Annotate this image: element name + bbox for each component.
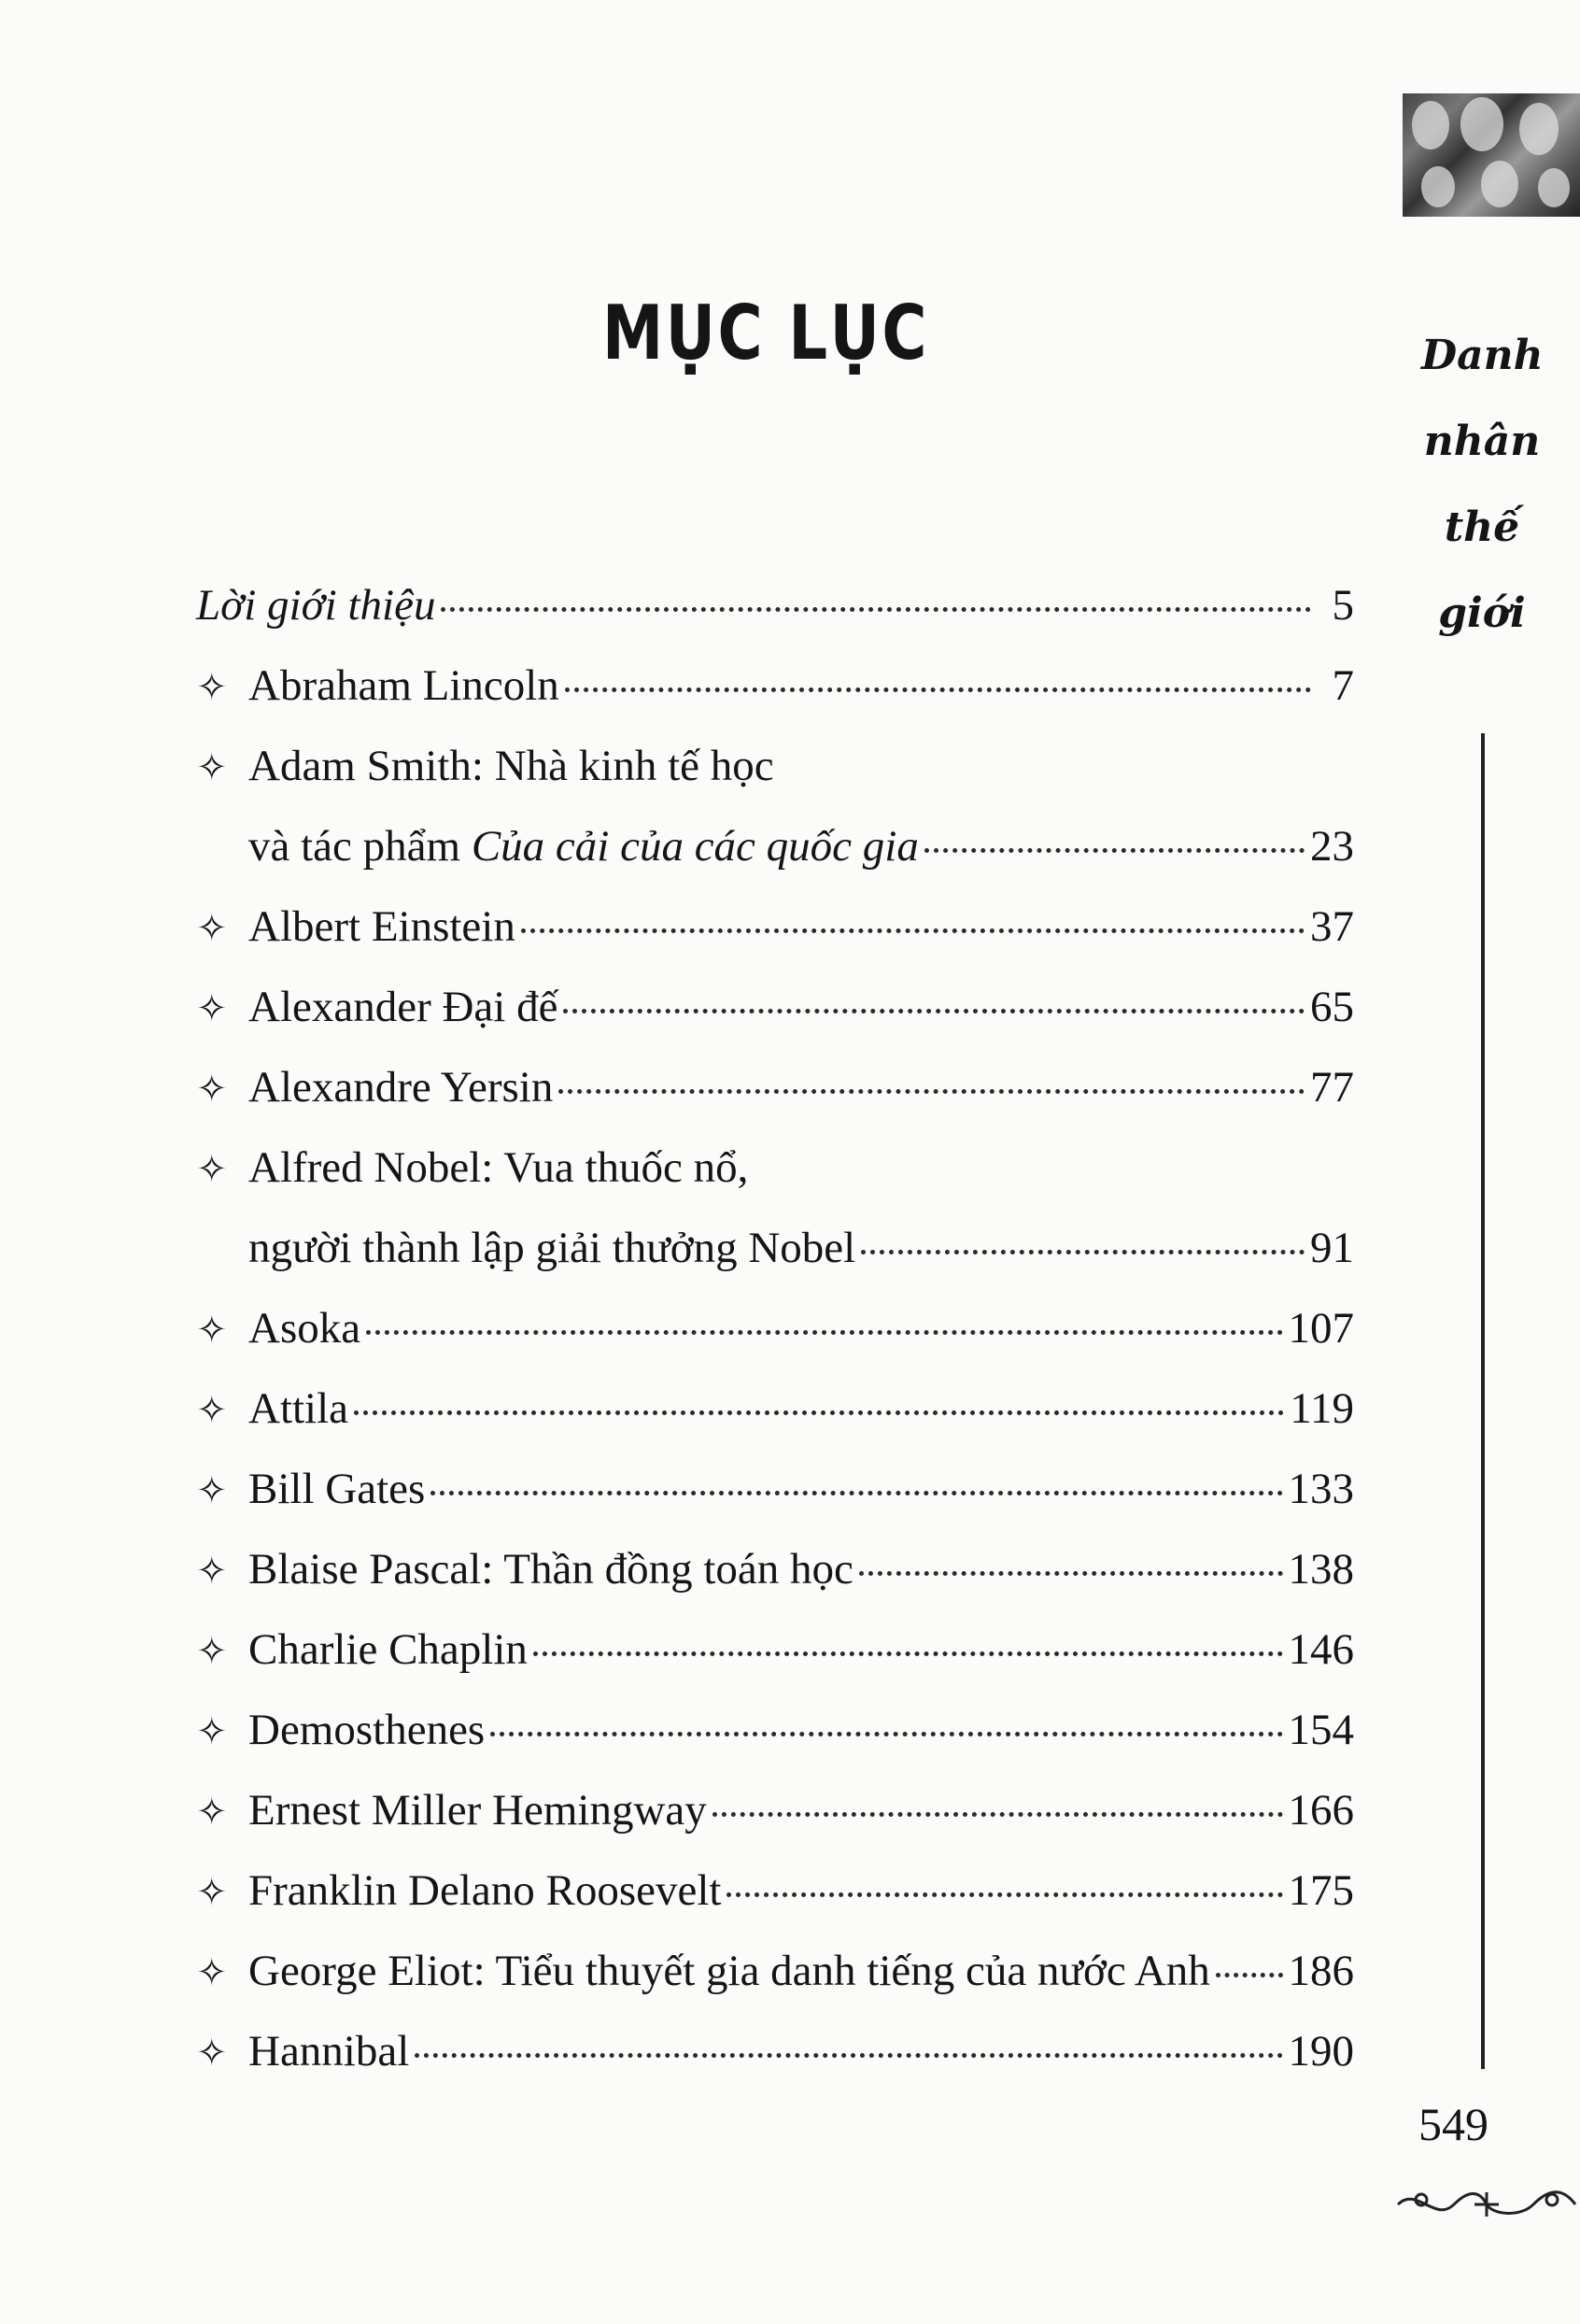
star-bullet-icon: ✧ — [196, 1791, 228, 1833]
toc-page-number: 7 — [1332, 661, 1354, 710]
toc-entry — [196, 726, 1354, 886]
book-title-line: giới — [1438, 589, 1526, 637]
dot-leader — [521, 928, 1305, 933]
dot-leader — [354, 1410, 1284, 1415]
toc-entry-title: Ernest Miller Hemingway — [248, 1786, 707, 1835]
toc-line — [196, 2011, 1354, 2091]
toc-entry — [196, 1931, 1354, 2011]
toc-entry — [196, 967, 1354, 1047]
toc-page-number: 133 — [1288, 1465, 1354, 1513]
toc-entry — [196, 1770, 1354, 1850]
toc-page-number: 23 — [1310, 822, 1354, 871]
toc-entry — [196, 1127, 1354, 1288]
toc-line — [196, 1931, 1354, 2011]
dot-leader — [558, 1089, 1305, 1094]
toc-line — [196, 1208, 1354, 1288]
toc-line — [196, 806, 1354, 886]
toc-entry-title: Alfred Nobel: Vua thuốc nổ, — [248, 1143, 749, 1192]
toc-entry — [196, 1850, 1354, 1931]
vertical-divider — [1481, 733, 1485, 2069]
toc-line — [196, 1127, 1354, 1208]
star-bullet-icon: ✧ — [196, 1148, 228, 1190]
star-bullet-icon: ✧ — [196, 1068, 228, 1110]
star-bullet-icon: ✧ — [196, 987, 228, 1029]
toc-line — [196, 1368, 1354, 1449]
toc-entry-title: Albert Einstein — [248, 902, 515, 951]
toc-page-number: 65 — [1310, 983, 1354, 1031]
toc-page-number: 190 — [1288, 2027, 1354, 2076]
dot-leader — [712, 1812, 1283, 1817]
toc-line — [196, 565, 1354, 645]
toc-entry — [196, 886, 1354, 967]
dot-leader — [859, 1571, 1283, 1576]
toc-entry — [196, 1609, 1354, 1690]
toc-entry-title: Bill Gates — [248, 1465, 426, 1513]
star-bullet-icon: ✧ — [196, 1389, 228, 1431]
book-title-line: thế — [1444, 503, 1520, 551]
toc-entry-title: Alexander Đại đế — [248, 983, 558, 1031]
toc-entry — [196, 1529, 1354, 1609]
star-bullet-icon: ✧ — [196, 1550, 228, 1592]
page-number: 549 — [1418, 2098, 1488, 2150]
toc-page-number: 175 — [1288, 1866, 1354, 1915]
dot-leader — [415, 2053, 1282, 2058]
page-title: MỤC LỤC — [602, 290, 929, 376]
toc-entry — [196, 565, 1354, 645]
toc-entry-title: George Eliot: Tiểu thuyết gia danh tiếng của nước Anh — [248, 1947, 1210, 1995]
book-title-vertical — [1421, 313, 1543, 657]
toc-line — [196, 1850, 1354, 1931]
toc-line — [196, 886, 1354, 967]
star-bullet-icon: ✧ — [196, 1951, 228, 1993]
toc-entry — [196, 645, 1354, 726]
toc-entry — [196, 1288, 1354, 1368]
toc-line — [196, 1449, 1354, 1529]
toc-page-number: 37 — [1310, 902, 1354, 951]
toc-entry — [196, 1047, 1354, 1127]
star-bullet-icon: ✧ — [196, 2032, 228, 2074]
toc-line — [196, 1047, 1354, 1127]
toc-entry-title: Alexandre Yersin — [248, 1063, 554, 1112]
star-bullet-icon: ✧ — [196, 746, 228, 788]
toc-entry — [196, 1449, 1354, 1529]
toc-entry-title: Hannibal — [248, 2027, 410, 2076]
star-bullet-icon: ✧ — [196, 1309, 228, 1351]
toc-line — [196, 1690, 1354, 1770]
dot-leader — [861, 1250, 1305, 1254]
toc-page-number: 146 — [1288, 1625, 1354, 1674]
dot-leader — [1216, 1973, 1283, 1977]
toc-entry-title: Blaise Pascal: Thần đồng toán học — [248, 1545, 853, 1594]
toc-entry — [196, 2011, 1354, 2091]
toc-entry — [196, 1690, 1354, 1770]
toc-entry-title-italic: Của cải của các quốc gia — [471, 822, 919, 871]
toc-entry-title: Abraham Lincoln — [248, 661, 559, 710]
toc-page-number: 91 — [1310, 1224, 1354, 1272]
toc-entry-title: Asoka — [248, 1304, 361, 1353]
star-bullet-icon: ✧ — [196, 1710, 228, 1752]
dot-leader — [727, 1892, 1282, 1897]
toc-entry-title: Franklin Delano Roosevelt — [248, 1866, 722, 1915]
toc-line — [196, 645, 1354, 726]
toc-entry — [196, 1368, 1354, 1449]
toc-entry-title — [248, 806, 919, 886]
dot-leader — [441, 607, 1311, 612]
star-bullet-icon: ✧ — [196, 666, 228, 708]
toc-entry-title: Charlie Chaplin — [248, 1625, 528, 1674]
toc-line — [196, 726, 1354, 806]
flourish-ornament-icon — [1393, 2181, 1580, 2228]
toc-entry-title: Demosthenes — [248, 1706, 486, 1754]
toc-line — [196, 1770, 1354, 1850]
toc-entry-title-part: và tác phẩm — [248, 822, 472, 871]
star-bullet-icon: ✧ — [196, 1871, 228, 1913]
toc-entry-title: Lời giới thiệu — [196, 581, 436, 630]
toc-page-number: 154 — [1288, 1706, 1354, 1754]
star-bullet-icon: ✧ — [196, 1630, 228, 1672]
toc-page-number: 166 — [1288, 1786, 1354, 1835]
toc-line — [196, 1288, 1354, 1368]
dot-leader — [430, 1491, 1282, 1495]
dot-leader — [924, 848, 1305, 853]
toc-page-number: 107 — [1288, 1304, 1354, 1353]
table-of-contents — [196, 565, 1354, 2091]
toc-page-number: 5 — [1332, 581, 1354, 630]
dot-leader — [563, 1009, 1305, 1013]
toc-line — [196, 1529, 1354, 1609]
star-bullet-icon: ✧ — [196, 907, 228, 949]
toc-entry-title: người thành lập giải thưởng Nobel — [248, 1224, 856, 1272]
book-title-line: nhân — [1423, 418, 1541, 465]
toc-page-number: 119 — [1290, 1384, 1354, 1433]
toc-line — [196, 1609, 1354, 1690]
toc-entry-title: Attila — [248, 1384, 349, 1433]
toc-line — [196, 967, 1354, 1047]
dot-leader — [533, 1651, 1283, 1656]
portrait-collage-image — [1403, 93, 1580, 217]
dot-leader — [490, 1732, 1282, 1736]
dot-leader — [565, 687, 1311, 692]
star-bullet-icon: ✧ — [196, 1469, 228, 1511]
toc-page-number: 77 — [1310, 1063, 1354, 1112]
book-title-line: Danh — [1421, 332, 1544, 379]
toc-entry-title: Adam Smith: Nhà kinh tế học — [248, 742, 774, 790]
dot-leader — [366, 1330, 1282, 1335]
toc-page-number: 138 — [1288, 1545, 1354, 1594]
toc-page-number: 186 — [1288, 1947, 1354, 1995]
